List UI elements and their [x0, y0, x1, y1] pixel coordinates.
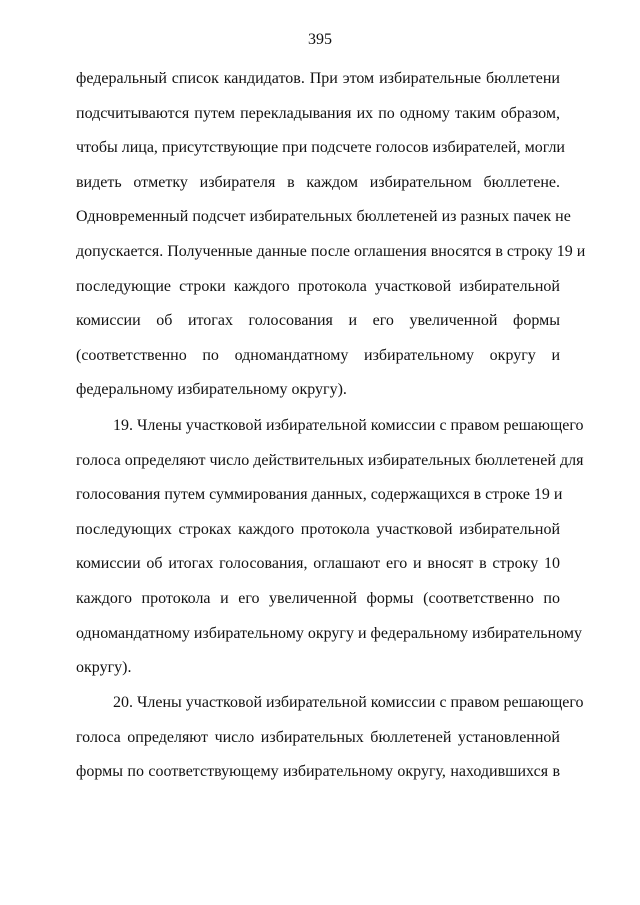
- text-line: последующие строки каждого протокола участковой избирательной: [76, 277, 560, 295]
- text-line: последующих строках каждого протокола участковой избирательной: [76, 520, 560, 538]
- text-line: 19. Члены участковой избирательной комиссии с правом решающего: [113, 417, 584, 434]
- text-line: формы по соответствующему избирательному округу, находившихся в: [76, 763, 560, 781]
- text-line: голоса определяют число избирательных бюллетеней установленной: [76, 728, 560, 746]
- text-line: голосования путем суммирования данных, содержащихся в строке 19 и: [76, 486, 563, 504]
- text-line: голоса определяют число действительных избирательных бюллетеней для: [76, 451, 584, 469]
- text-line: подсчитываются путем перекладывания их по одному таким образом,: [76, 104, 560, 122]
- text-line: видеть отметку избирателя в каждом избирательном бюллетене.: [76, 173, 560, 191]
- text-line: федеральный список кандидатов. При этом избирательные бюллетени: [76, 70, 560, 87]
- text-line: округу).: [76, 659, 132, 677]
- text-line: чтобы лица, присутствующие при подсчете голосов избирателей, могли: [76, 139, 565, 157]
- text-line: (соответственно по одномандатному избирательному округу и: [76, 346, 560, 364]
- paragraph-continuation: [76, 62, 586, 408]
- text-line: каждого протокола и его увеличенной формы (соответственно по: [76, 589, 560, 607]
- paragraph-20: [76, 686, 584, 790]
- text-line: комиссии об итогах голосования, оглашают его и вносят в строку 10: [76, 555, 560, 573]
- text-line: комиссии об итогах голосования и его увеличенной формы: [76, 312, 560, 330]
- text-line: одномандатному избирательному округу и федеральному избирательному: [76, 624, 582, 642]
- text-line: федеральному избирательному округу).: [76, 381, 347, 399]
- paragraph-19: [76, 409, 584, 686]
- text-line: допускается. Полученные данные после оглашения вносятся в строку 19 и: [76, 242, 586, 260]
- text-line: 20. Члены участковой избирательной комиссии с правом решающего: [113, 694, 584, 711]
- text-line: Одновременный подсчет избирательных бюллетеней из разных пачек не: [76, 208, 571, 226]
- page-number: 395: [308, 31, 332, 48]
